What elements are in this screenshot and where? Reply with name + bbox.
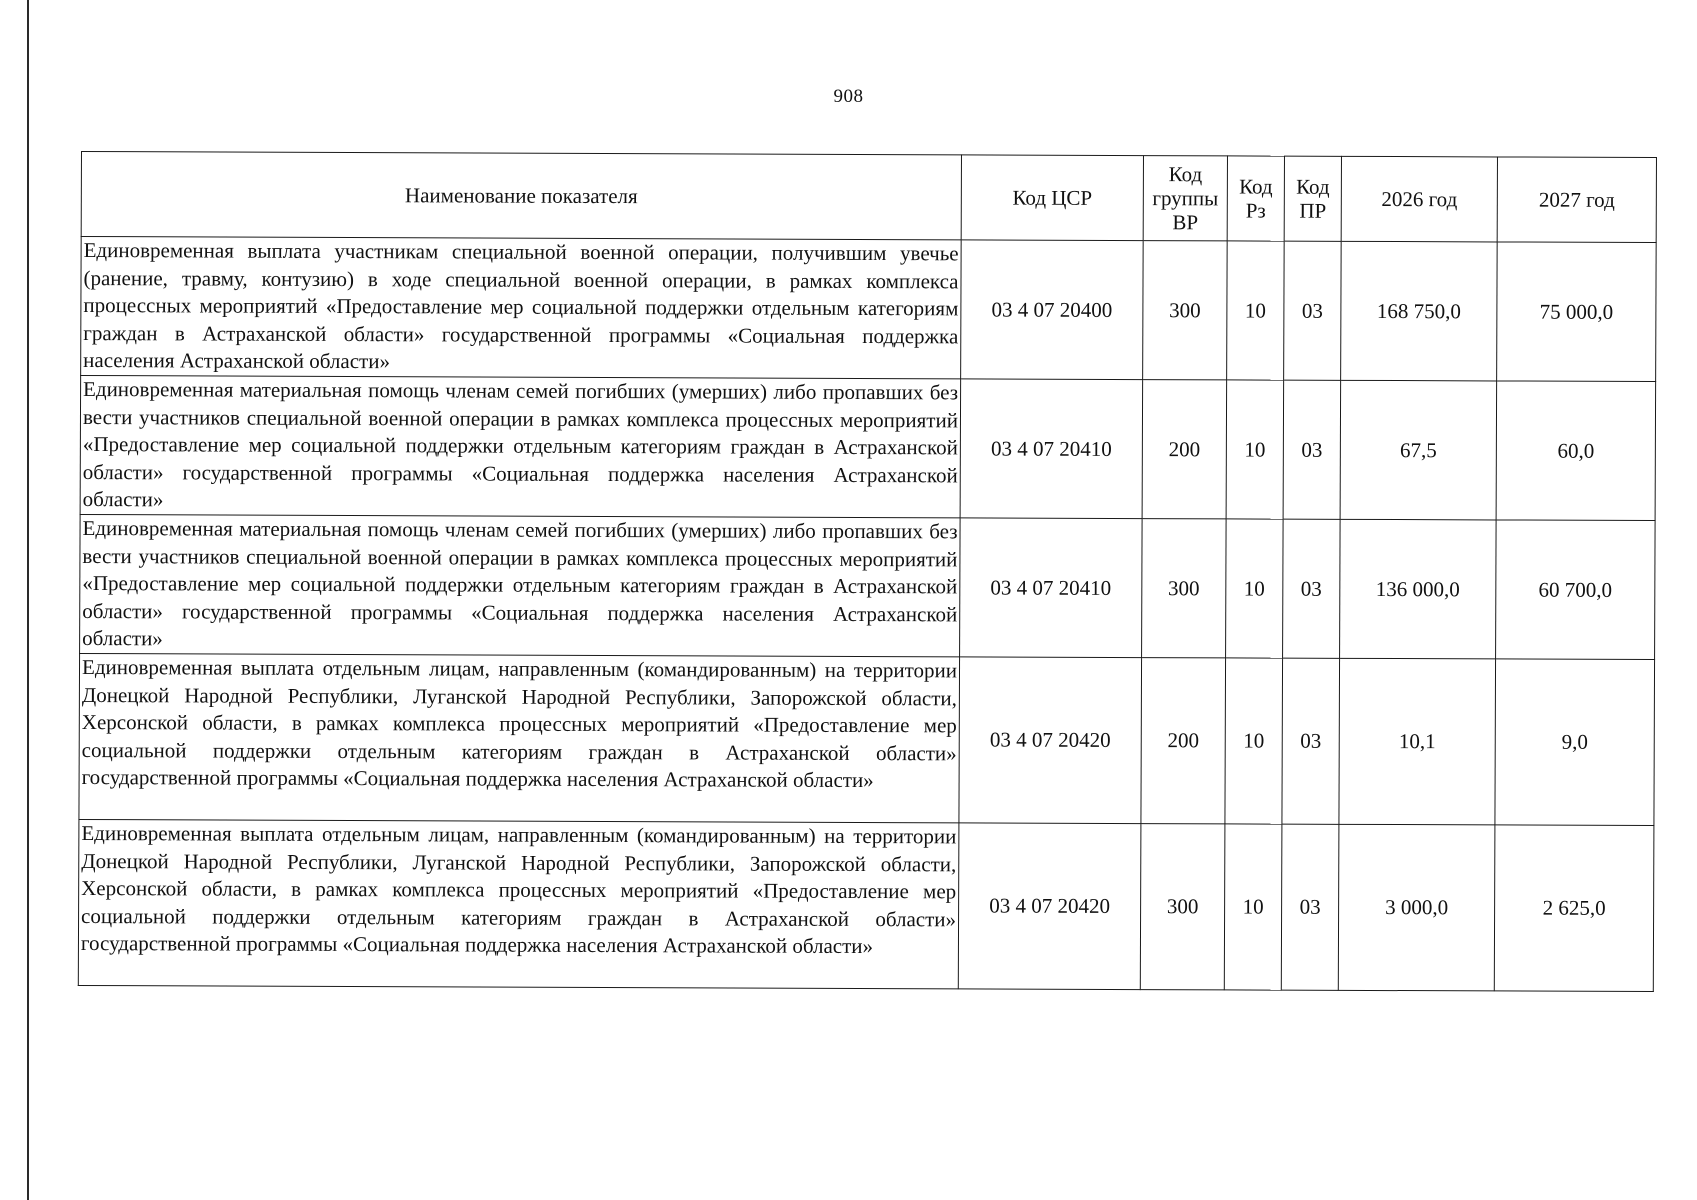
header-rz: Код Рз — [1227, 156, 1284, 241]
row-2026-cell: 3 000,0 — [1338, 824, 1495, 991]
row-name-cell: Единовременная материальная помощь членам семей погибших (умерших) либо пропавших без вести участников специальной военной операции в рамках комплекса процессных мероприятий «Предоставление мер социальной поддержки отдельным категориям граждан в Астраханской области» государственной программы «Социальная поддержка населения Астраханской области» — [80, 514, 961, 656]
header-pr: Код ПР — [1284, 156, 1341, 241]
row-2027-cell: 60 700,0 — [1496, 520, 1656, 660]
row-name-cell: Единовременная выплата участникам специальной военной операции, получившим увечье (ранение, травму, контузию) в ходе специальной военной операции, в рамках комплекса процессных мероприятий «Предоставление мер социальной поддержки отдельным категориям граждан в Астраханской области» государственной программы «Социальная поддержка населения Астраханской области» — [81, 237, 962, 379]
row-vr-cell: 200 — [1141, 658, 1226, 824]
header-csr: Код ЦСР — [961, 155, 1143, 241]
header-name: Наименование показателя — [81, 152, 961, 240]
row-pr-cell: 03 — [1282, 658, 1340, 824]
row-2027-cell: 75 000,0 — [1497, 242, 1657, 382]
budget-table — [78, 151, 1657, 992]
row-rz-cell: 10 — [1227, 241, 1285, 380]
row-name-cell: Единовременная материальная помощь членам семей погибших (умерших) либо пропавших без вести участников специальной военной операции в рамках комплекса процессных мероприятий «Предоставление мер социальной поддержки отдельным категориям граждан в Астраханской области» государственной программы «Социальная поддержка населения Астраханской области» — [80, 376, 961, 518]
row-2026-cell: 67,5 — [1340, 380, 1497, 520]
row-rz-cell: 10 — [1224, 824, 1282, 990]
row-pr-cell: 03 — [1281, 824, 1339, 990]
row-csr-cell: 03 4 07 20410 — [960, 379, 1143, 519]
row-2026-cell: 168 750,0 — [1341, 241, 1498, 381]
row-pr-cell: 03 — [1283, 380, 1341, 519]
row-name-cell: Единовременная выплата отдельным лицам, направленным (командированным) на территории Донецкой Народной Республики, Луганской Народной Республики, Запорожской области, Херсонской области, в рамках комплекса процессных мероприятий «Предоставление мер социальной поддержки отдельным категориям граждан в Астраханской области» государственной программы «Социальная поддержка населения Астраханской области» — [79, 653, 960, 822]
row-2027-cell: 9,0 — [1495, 659, 1655, 826]
table-row — [80, 514, 1656, 659]
table-row — [80, 376, 1656, 521]
header-2027: 2027 год — [1497, 157, 1656, 243]
table-row — [79, 653, 1655, 825]
row-vr-cell: 300 — [1140, 824, 1225, 990]
row-pr-cell: 03 — [1283, 519, 1341, 658]
row-rz-cell: 10 — [1226, 519, 1284, 658]
row-vr-cell: 300 — [1143, 241, 1228, 380]
row-vr-cell: 200 — [1142, 380, 1227, 519]
header-2026: 2026 год — [1341, 156, 1497, 242]
table-row — [81, 237, 1657, 382]
scan-edge-line — [27, 0, 29, 1200]
row-csr-cell: 03 4 07 20400 — [961, 240, 1144, 380]
row-2026-cell: 10,1 — [1339, 658, 1496, 825]
row-rz-cell: 10 — [1225, 658, 1283, 824]
row-rz-cell: 10 — [1226, 380, 1284, 519]
row-name-cell: Единовременная выплата отдельным лицам, направленным (командированным) на территории Донецкой Народной Республики, Луганской Народной Республики, Запорожской области, Херсонской области, в рамках комплекса процессных мероприятий «Предоставление мер социальной поддержки отдельным категориям граждан в Астраханской области» государственной программы «Социальная поддержка населения Астраханской области» — [78, 819, 959, 988]
row-2026-cell: 136 000,0 — [1340, 519, 1497, 659]
row-csr-cell: 03 4 07 20420 — [958, 823, 1141, 990]
table-row — [78, 819, 1654, 991]
row-2027-cell: 2 625,0 — [1494, 825, 1654, 992]
row-csr-cell: 03 4 07 20420 — [959, 657, 1142, 824]
row-csr-cell: 03 4 07 20410 — [960, 518, 1143, 658]
row-vr-cell: 300 — [1142, 519, 1227, 658]
page-number: 908 — [833, 86, 864, 107]
row-2027-cell: 60,0 — [1496, 381, 1656, 521]
header-vr: Код группы ВР — [1143, 156, 1227, 241]
table-header-row — [81, 152, 1656, 243]
row-pr-cell: 03 — [1284, 241, 1342, 380]
